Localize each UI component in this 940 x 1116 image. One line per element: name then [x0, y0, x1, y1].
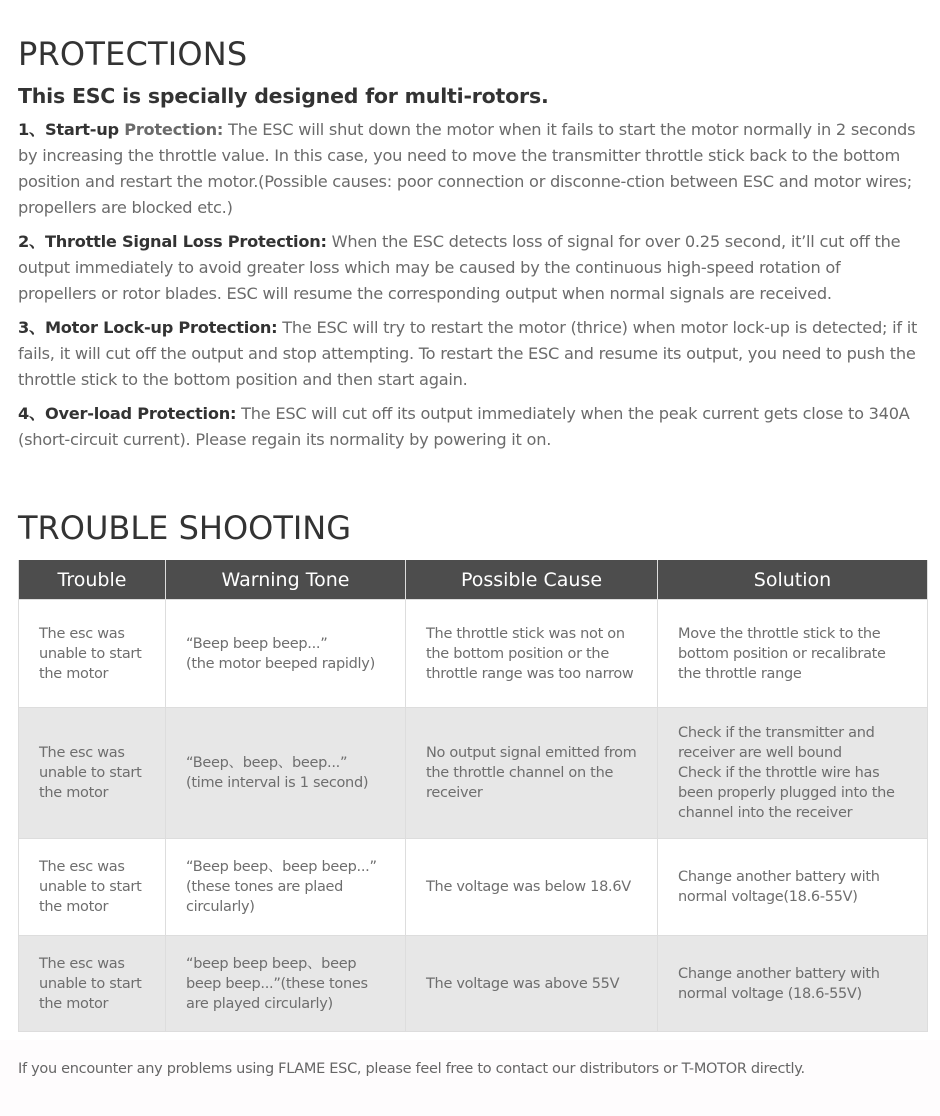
table-row — [19, 936, 928, 1032]
table-row — [19, 839, 928, 936]
solution-line: Check if the transmitter and receiver are well bound — [678, 725, 875, 761]
footer-band — [0, 1040, 940, 1116]
tone-line: “Beep beep、beep beep...” — [186, 859, 377, 875]
troubleshooting-title: TROUBLE SHOOTING — [18, 509, 352, 547]
protection-name: Motor Lock-up Protection: — [44, 318, 278, 337]
tone-line: “Beep beep beep...” — [186, 635, 328, 652]
protection-name-suffix: Protection: — [118, 120, 224, 139]
cell-possible-cause: The voltage was below 18.6V — [406, 839, 658, 936]
tone-line: (the motor beeped rapidly) — [186, 655, 375, 672]
table-row — [19, 708, 928, 839]
solution-line: Change another battery with normal voltage (18.6-55V) — [678, 965, 880, 1002]
cell-warning-tone — [166, 936, 406, 1032]
protection-description: The ESC will shut down the motor when it fails to start the motor normally in 2 seconds by increasing the throttle value. In this case, you need to move the transmitter throttle stick back to the bottom position and restart the motor.(Possible causes: poor connection or disconne-ction between ESC and motor wires; propellers are blocked etc.) — [18, 120, 916, 217]
protection-description: The ESC will try to restart the motor (thrice) when motor lock-up is detected; if it fails, it will cut off the output and stop attempting. To restart the ESC and resume its output, you need to push the throttle stick to the bottom position and then start again. — [18, 318, 918, 389]
protection-name: Over-load Protection: — [44, 404, 237, 423]
tone-line: (time interval is 1 second) — [186, 775, 369, 791]
protection-item-signal-loss — [18, 229, 923, 307]
cell-trouble: The esc was unable to start the motor — [19, 936, 166, 1032]
protections-subtitle: This ESC is specially designed for multi-rotors. — [18, 84, 549, 108]
cell-trouble: The esc was unable to start the motor — [19, 839, 166, 936]
tone-line: “beep beep beep、beep beep beep...”(these tones are played circularly) — [186, 955, 368, 1012]
protection-item-lockup — [18, 315, 923, 393]
protection-number: 2、 — [18, 232, 45, 251]
cell-trouble: The esc was unable to start the motor — [19, 708, 166, 839]
protection-name: Start-up — [44, 120, 119, 139]
cell-warning-tone — [166, 600, 406, 708]
cell-possible-cause: No output signal emitted from the throttle channel on the receiver — [406, 708, 658, 839]
cell-warning-tone — [166, 708, 406, 839]
table-row — [19, 600, 928, 708]
header-trouble: Trouble — [19, 560, 166, 600]
cell-solution — [658, 708, 928, 839]
header-solution: Solution — [658, 560, 928, 600]
protection-name: Throttle Signal Loss Protection: — [44, 232, 327, 251]
solution-line: Change another battery with normal voltage(18.6-55V) — [678, 869, 880, 905]
cell-possible-cause: The voltage was above 55V — [406, 936, 658, 1032]
protection-description: When the ESC detects loss of signal for over 0.25 second, it’ll cut off the output immediately to avoid greater loss which may be caused by the continuous high-speed rotation of propellers or rotor blades. ESC will resume the corresponding output when normal signals are received. — [18, 232, 901, 303]
tone-line: (these tones are plaed circularly) — [186, 879, 344, 915]
footer-note: If you encounter any problems using FLAME ESC, please feel free to contact our distributors or T-MOTOR directly. — [18, 1061, 805, 1077]
protection-description: The ESC will cut off its output immediately when the peak current gets close to 340A (short-circuit current). Please regain its normality by powering it on. — [18, 404, 910, 449]
protection-number: 3、 — [18, 318, 45, 337]
cell-warning-tone — [166, 839, 406, 936]
protections-list — [18, 117, 923, 461]
protections-title: PROTECTIONS — [18, 35, 248, 73]
cell-trouble: The esc was unable to start the motor — [19, 600, 166, 708]
table-header-row — [19, 560, 928, 600]
troubleshooting-table — [18, 560, 928, 1032]
protection-item-startup — [18, 117, 923, 221]
protection-number: 1、 — [18, 120, 45, 139]
header-possible-cause: Possible Cause — [406, 560, 658, 600]
cell-possible-cause: The throttle stick was not on the bottom position or the throttle range was too narrow — [406, 600, 658, 708]
protection-item-overload — [18, 401, 923, 453]
solution-line: Move the throttle stick to the bottom position or recalibrate the throttle range — [678, 625, 886, 682]
cell-solution — [658, 936, 928, 1032]
tone-line: “Beep、beep、beep...” — [186, 755, 348, 771]
protection-number: 4、 — [18, 404, 45, 423]
header-warning-tone: Warning Tone — [166, 560, 406, 600]
solution-line: Check if the throttle wire has been properly plugged into the channel into the receiver — [678, 765, 895, 821]
cell-solution — [658, 600, 928, 708]
cell-solution — [658, 839, 928, 936]
